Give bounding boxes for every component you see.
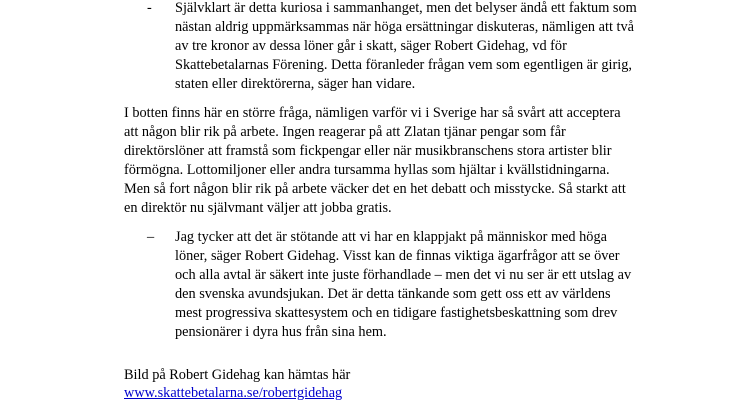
photo-link[interactable]: www.skattebetalarna.se/robertgidehag [124, 385, 343, 401]
paragraph-line: I botten finns här en större fråga, nämligen varför vi i Sverige har så svårt att acceptera [124, 105, 621, 121]
bullet-1-line: Självklart är detta kuriosa i sammanhanget, men det belyser ändå ett faktum som [175, 0, 637, 16]
bullet-2-line: och alla avtal är säkert inte juste förhandlade – men det vi nu ser är ett utslag av [175, 267, 632, 283]
photo-note-text: Bild på Robert Gidehag kan hämtas här [124, 367, 351, 383]
bullet-1-line: Skattebetalarnas Förening. Detta föranleder frågan vem som egentligen är girig, [175, 57, 632, 73]
paragraph-line: direktörslöner att framstå som fickpengar eller när musikbranschens stora artister blir [124, 143, 612, 159]
bullet-1-line: staten eller direktörerna, säger han vidare. [175, 76, 416, 92]
paragraph-line: Men så fort någon blir rik på arbete väcker det en het debatt och misstycke. Så starkt att [124, 181, 626, 197]
paragraph-line: att någon blir rik på arbete. Ingen reagerar på att Zlatan tjänar pengar som får [124, 124, 566, 140]
bullet-2-line: pensionärer i dyra hus från sina hem. [175, 324, 387, 340]
bullet-marker: – [147, 229, 155, 245]
bullet-2-line: löner, säger Robert Gidehag. Visst kan de finnas viktiga ägarfrågor att se över [175, 248, 620, 264]
bullet-2-line: den svenska avundsjukan. Det är detta tänkande som gett oss ett av världens [175, 286, 611, 302]
paragraph-line: förmögna. Lottomiljoner eller andra tursamma hyllas som hjältar i kvällstidningarna. [124, 162, 610, 178]
bullet-1-line: nästan aldrig uppmärksammas när höga ersättningar diskuteras, nämligen att två [175, 19, 634, 35]
bullet-marker: - [147, 0, 152, 16]
bullet-2-line: Jag tycker att det är stötande att vi har en klappjakt på människor med höga [175, 229, 607, 245]
bullet-1-line: av tre kronor av dessa löner går i skatt, säger Robert Gidehag, vd för [175, 38, 567, 54]
paragraph-line: en direktör nu självmant väljer att jobba gratis. [124, 200, 392, 216]
bullet-2-line: mest progressiva skattesystem och en tidigare fastighetsbeskattning som drev [175, 305, 618, 321]
